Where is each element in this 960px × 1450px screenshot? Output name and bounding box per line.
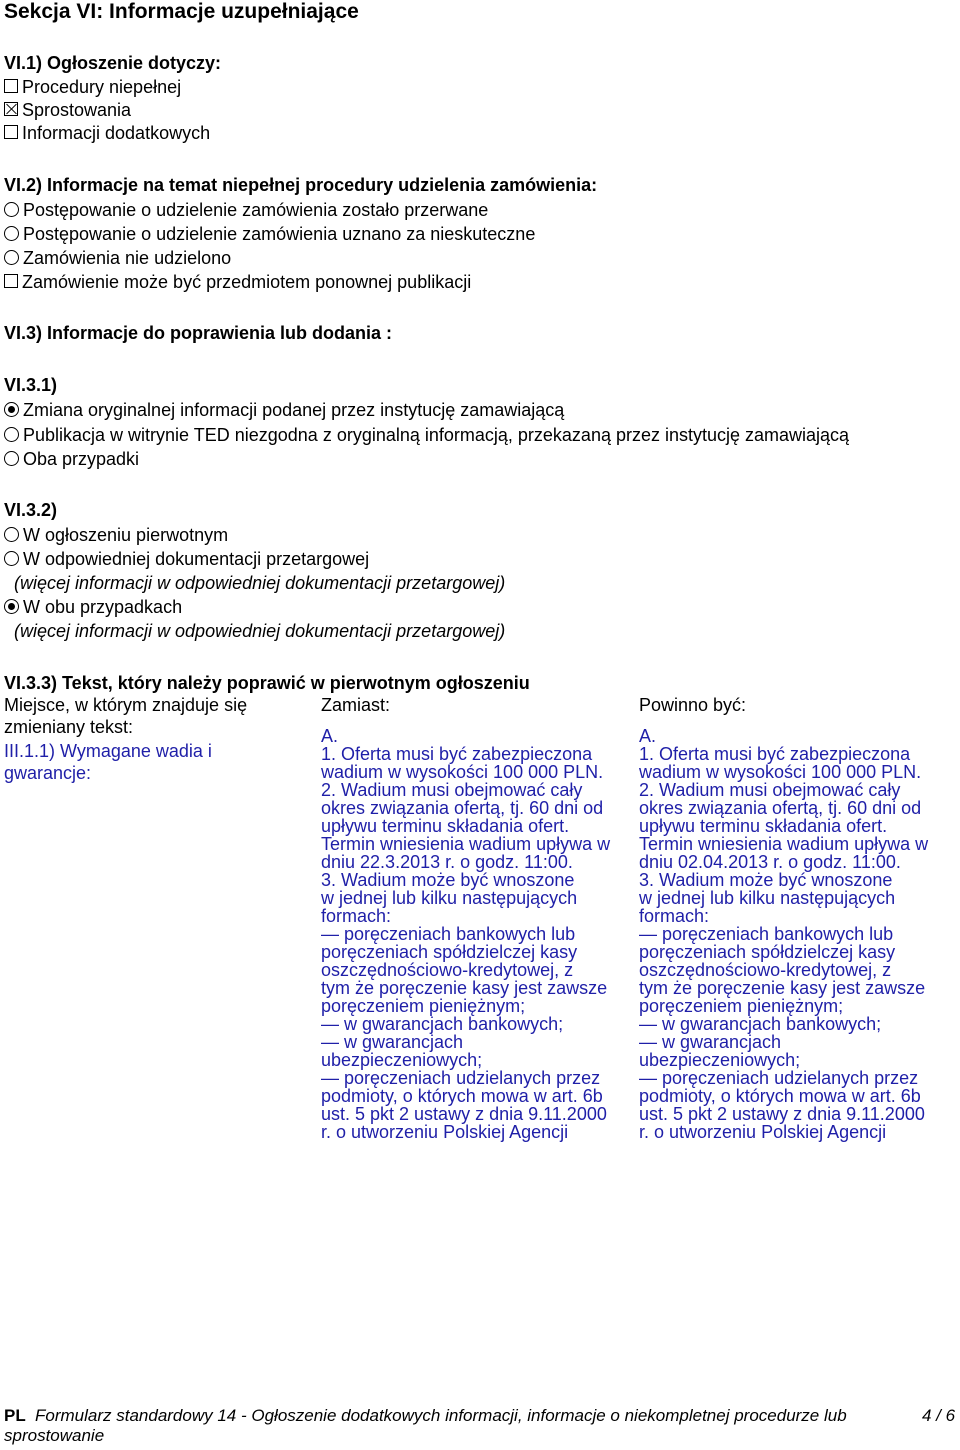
radio-icon[interactable] bbox=[4, 527, 19, 542]
radio-icon[interactable] bbox=[4, 250, 19, 265]
footer-lang: PL bbox=[4, 1406, 26, 1425]
text-line: formach: bbox=[321, 906, 392, 926]
vi31-heading: VI.3.1) bbox=[4, 375, 58, 395]
radio-checked-icon[interactable] bbox=[4, 599, 19, 614]
text-line: tym że poręczenie kasy jest zawsze bbox=[321, 978, 608, 998]
text-line: Termin wniesienia wadium upływa w bbox=[321, 834, 611, 854]
text-line: A. bbox=[321, 726, 339, 746]
text-line: 2. Wadium musi obejmować cały bbox=[639, 780, 901, 800]
checkbox-icon[interactable] bbox=[4, 274, 18, 288]
vi33-col3-header: Powinno być: bbox=[639, 695, 747, 715]
text-line: ust. 5 pkt 2 ustawy z dnia 9.11.2000 bbox=[321, 1104, 607, 1124]
text-line: 3. Wadium może być wnoszone bbox=[321, 870, 575, 890]
radio-icon[interactable] bbox=[4, 451, 19, 466]
checkbox-checked-icon[interactable] bbox=[4, 102, 18, 116]
radio-icon[interactable] bbox=[4, 427, 19, 442]
text-line: wadium w wysokości 100 000 PLN. bbox=[639, 762, 922, 782]
checkbox-icon[interactable] bbox=[4, 125, 18, 139]
vi33-col1-value: III.1.1) Wymagane wadia i gwarancje: bbox=[4, 741, 212, 783]
vi1-heading: VI.1) Ogłoszenie dotyczy: bbox=[4, 53, 222, 73]
text-line: formach: bbox=[639, 906, 710, 926]
vi33-heading: VI.3.3) Tekst, który należy poprawić w pierwotnym ogłoszeniu bbox=[4, 673, 530, 693]
vi33-col2-header: Zamiast: bbox=[321, 695, 391, 715]
vi2-option-nie-udzielono[interactable]: Zamówienia nie udzielono bbox=[4, 246, 231, 270]
text-line: wadium w wysokości 100 000 PLN. bbox=[321, 762, 604, 782]
vi32-option-dokumentacji[interactable]: W odpowiedniej dokumentacji przetargowej bbox=[4, 547, 369, 571]
text-line: w jednej lub kilku następujących bbox=[321, 888, 578, 908]
text-line: 3. Wadium może być wnoszone bbox=[639, 870, 893, 890]
footer-form-line1: Formularz standardowy 14 - Ogłoszenie dodatkowych informacji, informacje o niekompletnej procedurze lub bbox=[35, 1406, 847, 1425]
text-line: podmioty, o których mowa w art. 6b bbox=[639, 1086, 921, 1106]
vi32-note-2: (więcej informacji w odpowiedniej dokumentacji przetargowej) bbox=[14, 621, 506, 641]
text-line: 2. Wadium musi obejmować cały bbox=[321, 780, 583, 800]
text-line: upływu terminu składania ofert. bbox=[639, 816, 888, 836]
vi31-option-oba[interactable]: Oba przypadki bbox=[4, 447, 139, 471]
vi2-option-nieskuteczne[interactable]: Postępowanie o udzielenie zamówienia uznano za nieskuteczne bbox=[4, 222, 535, 246]
text-line: — poręczeniach udzielanych przez bbox=[321, 1068, 601, 1088]
text-line: ust. 5 pkt 2 ustawy z dnia 9.11.2000 bbox=[639, 1104, 925, 1124]
vi1-option-informacji[interactable]: Informacji dodatkowych bbox=[4, 121, 210, 145]
text-line: r. o utworzeniu Polskiej Agencji bbox=[639, 1122, 887, 1142]
vi31-option-ted[interactable]: Publikacja w witrynie TED niezgodna z oryginalną informacją, przekazaną przez instytucję zamawiającą bbox=[4, 423, 849, 447]
text-line: poręczeniem pieniężnym; bbox=[639, 996, 844, 1016]
text-line: tym że poręczenie kasy jest zawsze bbox=[639, 978, 926, 998]
text-line: oszczędnościowo-kredytowej, z bbox=[639, 960, 892, 980]
text-line: A. bbox=[639, 726, 657, 746]
text-line: poręczeniem pieniężnym; bbox=[321, 996, 526, 1016]
text-line: poręczeniach spółdzielczej kasy bbox=[639, 942, 896, 962]
text-line: okres związania ofertą, tj. 60 dni od bbox=[639, 798, 922, 818]
text-line: — w gwarancjach bankowych; bbox=[321, 1014, 564, 1034]
section-title: Sekcja VI: Informacje uzupełniające bbox=[4, 0, 359, 23]
vi32-option-obu[interactable]: W obu przypadkach bbox=[4, 595, 182, 619]
vi3-heading: VI.3) Informacje do poprawienia lub dodania : bbox=[4, 323, 393, 343]
text-line: okres związania ofertą, tj. 60 dni od bbox=[321, 798, 604, 818]
text-line: podmioty, o których mowa w art. 6b bbox=[321, 1086, 603, 1106]
text-line: Termin wniesienia wadium upływa w bbox=[639, 834, 929, 854]
vi1-option-procedury[interactable]: Procedury niepełnej bbox=[4, 75, 181, 99]
text-line: r. o utworzeniu Polskiej Agencji bbox=[321, 1122, 569, 1142]
text-line: oszczędnościowo-kredytowej, z bbox=[321, 960, 574, 980]
vi33-col3-text bbox=[639, 727, 928, 1141]
radio-icon[interactable] bbox=[4, 226, 19, 241]
text-line: — poręczeniach bankowych lub bbox=[321, 924, 576, 944]
radio-icon[interactable] bbox=[4, 551, 19, 566]
vi2-option-ponownej-publikacji[interactable]: Zamówienie może być przedmiotem ponownej publikacji bbox=[4, 270, 471, 294]
vi31-option-zmiana[interactable]: Zmiana oryginalnej informacji podanej przez instytucję zamawiającą bbox=[4, 398, 564, 422]
text-line: dniu 02.04.2013 r. o godz. 11:00. bbox=[639, 852, 901, 872]
text-line: 1. Oferta musi być zabezpieczona bbox=[639, 744, 911, 764]
text-line: — w gwarancjach bbox=[639, 1032, 782, 1052]
text-line: 1. Oferta musi być zabezpieczona bbox=[321, 744, 593, 764]
text-line: ubezpieczeniowych; bbox=[321, 1050, 483, 1070]
text-line: w jednej lub kilku następujących bbox=[639, 888, 896, 908]
vi33-col1-header: Miejsce, w którym znajduje się zmieniany tekst: bbox=[4, 695, 248, 737]
radio-checked-icon[interactable] bbox=[4, 402, 19, 417]
text-line: — poręczeniach udzielanych przez bbox=[639, 1068, 919, 1088]
vi2-heading: VI.2) Informacje na temat niepełnej procedury udzielenia zamówienia: bbox=[4, 175, 598, 195]
vi32-note-1: (więcej informacji w odpowiedniej dokumentacji przetargowej) bbox=[14, 573, 506, 593]
vi32-heading: VI.3.2) bbox=[4, 500, 58, 520]
checkbox-icon[interactable] bbox=[4, 79, 18, 93]
text-line: poręczeniach spółdzielczej kasy bbox=[321, 942, 578, 962]
text-line: — w gwarancjach bankowych; bbox=[639, 1014, 882, 1034]
radio-icon[interactable] bbox=[4, 202, 19, 217]
text-line: ubezpieczeniowych; bbox=[639, 1050, 801, 1070]
text-line: dniu 22.3.2013 r. o godz. 11:00. bbox=[321, 852, 573, 872]
vi32-option-pierwotnym[interactable]: W ogłoszeniu pierwotnym bbox=[4, 523, 228, 547]
vi1-option-sprostowania[interactable]: Sprostowania bbox=[4, 98, 131, 122]
text-line: — poręczeniach bankowych lub bbox=[639, 924, 894, 944]
text-line: upływu terminu składania ofert. bbox=[321, 816, 570, 836]
vi2-option-przerwane[interactable]: Postępowanie o udzielenie zamówienia zostało przerwane bbox=[4, 198, 488, 222]
footer-form-line2: sprostowanie bbox=[4, 1426, 105, 1445]
text-line: — w gwarancjach bbox=[321, 1032, 464, 1052]
vi33-col2-text bbox=[321, 727, 610, 1141]
footer-page-number: 4 / 6 bbox=[922, 1406, 956, 1425]
